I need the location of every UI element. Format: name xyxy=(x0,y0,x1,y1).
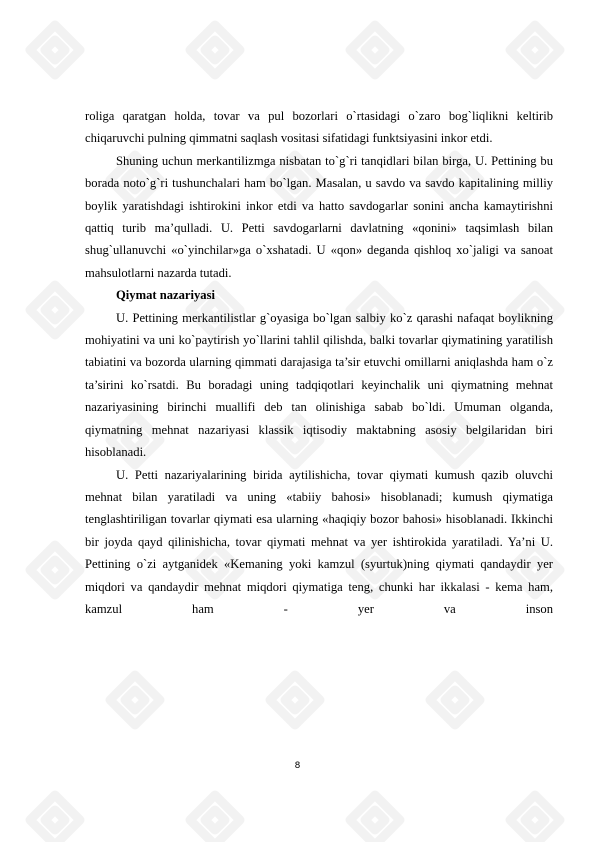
section-heading-qiymat-nazariyasi: Qiymat nazariyasi xyxy=(116,288,215,303)
paragraph-petti-theories: U. Petti nazariyalarining birida aytilishicha, tovar qiymati kumush qazib oluvchi mehnat bilan yaratiladi va uning «tabiiy bahosi» hisoblanadi; kumush qiymatiga tenglashtiriligan tovarlar qiymati esa ularning «haqiqiy bozor bahosi» hisoblanadi. Ikkinchi bir joyda qayd qilinishicha, tovar qiymati mehnat va yer ishtirokida yaratiladi. Ya’ni U. Pettining o`zi aytganidek «Kemaning yoki kamzul (syurtuk)ning qiymati qandaydir yer miqdori va qandaydir mehnat miqdori qiymatiga teng, chunki har ikkalasi - kema ham, kamzul ham - yer va inson xyxy=(85,467,553,616)
paragraph-continuation: roliga qaratgan holda, tovar va pul bozorlari o`rtasidagi o`zaro bog`liqlikni keltirib chiqaruvchi pulning qimmatni saqlash vositasi sifatidagi funktsiyasini inkor etdi. xyxy=(85,109,553,146)
paragraph-value-theory: U. Pettining merkantilistlar g`oyasiga bo`lgan salbiy ko`z qarashi nafaqat boylikning mohiyatini va uni ko`paytirish yo`llarini tahlil qilishda, balki tovarlar qiymatining yaratilish tabiatini va bozorda ularning qimmati darajasiga ta’sir etuvchi omillarni aniqlashda ham o`z ta’sirini ko`rsatdi. Bu boradagi uning tadqiqotlari keyinchalik uni qiymatning mehnat nazariyasining birinchi muallifi deb tan olinishiga sabab bo`ldi. Umuman olganda, qiymatning mehnat nazariyasi klassik iqtisodiy maktabning asosiy belgilaridan biri hisoblanadi. xyxy=(85,310,553,460)
paragraph-merkantilizm-critique: Shuning uchun merkantilizmga nisbatan to`g`ri tanqidlari bilan birga, U. Pettining bu borada noto`g`ri tushunchalari ham bo`lgan. Masalan, u savdo va savdo kapitalining milliy boylik yaratishdagi ishtirokini inkor etdi va hatto savdogarlar sonini ancha kamaytirishni qattiq turib ma’qulladi. U. Petti savdogarlarni davlatning «qonini» taqsimlash bilan shug`ullanuvchi «o`yinchilar»ga o`xshatadi. U «qon» deganda qishloq xo`jaligi va sanoat mahsulotlarni nazarda tutadi. xyxy=(85,153,553,280)
document-body xyxy=(85,105,553,620)
page-number: 8 xyxy=(294,761,301,771)
